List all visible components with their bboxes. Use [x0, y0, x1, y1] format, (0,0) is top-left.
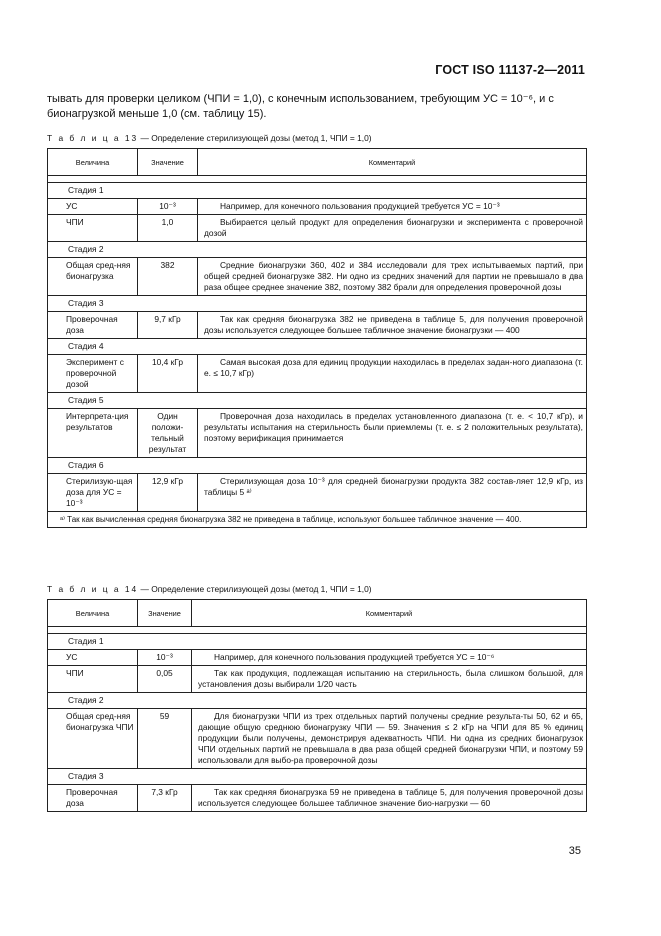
table14-caption-prefix: Т а б л и ц а 14	[47, 584, 139, 594]
table13-caption-prefix: Т а б л и ц а 13	[47, 133, 139, 143]
stage-label: Стадия 2	[48, 242, 587, 258]
comment-cell: Так как средняя бионагрузка 59 не приведена в таблице 5, для получения проверочной дозы используется следующее большее табличное значение био-нагрузки — 60	[192, 785, 587, 812]
stage-label: Стадия 6	[48, 458, 587, 474]
value-cell: 10⁻³	[138, 199, 198, 215]
table-row	[48, 258, 587, 296]
value-cell: 0,05	[138, 666, 192, 693]
comment-cell: Средние бионагрузки 360, 402 и 384 исследовали для трех испытываемых партий, при общей средней бионагрузке 382. Ни одно из средних значений для партии не превышало в два раза общее среднее значение 382, поэтому 382 брали для определения проверочной дозы	[198, 258, 587, 296]
stage-row	[48, 242, 587, 258]
stage-label: Стадия 5	[48, 393, 587, 409]
table14-caption-text: — Определение стерилизующей дозы (метод 1, ЧПИ = 1,0)	[138, 584, 372, 594]
comment-cell: Стерилизующая доза 10⁻³ для средней бионагрузки продукта 382 состав-ляет 12,9 кГр, из таблицы 5 ᵃ⁾	[198, 474, 587, 512]
stage-label: Стадия 3	[48, 296, 587, 312]
table-row	[48, 785, 587, 812]
table-row	[48, 709, 587, 769]
stage-row	[48, 393, 587, 409]
table-row	[48, 355, 587, 393]
stage-row	[48, 339, 587, 355]
table-row	[48, 666, 587, 693]
value-cell: Один положи-тельный результат	[138, 409, 198, 458]
comment-cell: Например, для конечного пользования продукцией требуется УС = 10⁻⁶	[192, 650, 587, 666]
comment-cell: Самая высокая доза для единиц продукции находилась в пределах задан-ного диапазона (т. е. ≤ 10,7 кГр)	[198, 355, 587, 393]
stage-row	[48, 183, 587, 199]
stage-label: Стадия 2	[48, 693, 587, 709]
table-row	[48, 474, 587, 512]
stage-label: Стадия 4	[48, 339, 587, 355]
comment-cell: Выбирается целый продукт для определения бионагрузки и эксперимента с проверочной дозой	[198, 215, 587, 242]
quantity-cell: Общая сред-няя бионагрузка ЧПИ	[48, 709, 138, 769]
table14-caption	[47, 584, 372, 594]
quantity-cell: Общая сред-няя бионагрузка	[48, 258, 138, 296]
table14-header-quantity: Величина	[48, 600, 138, 627]
table13-header-gap	[48, 176, 587, 183]
value-cell: 59	[138, 709, 192, 769]
stage-row	[48, 296, 587, 312]
quantity-cell: Проверочная доза	[48, 312, 138, 339]
stage-row	[48, 693, 587, 709]
stage-label: Стадия 1	[48, 634, 587, 650]
comment-cell: Проверочная доза находилась в пределах установленного диапазона (т. е. < 10,7 кГр), и результаты испытания на стерильность были приемлемы (т. е. ≤ 2 положительных результата), поэтому верификация принимается	[198, 409, 587, 458]
value-cell: 9,7 кГр	[138, 312, 198, 339]
table14-header-gap	[48, 627, 587, 634]
page-number: 35	[568, 845, 581, 857]
comment-cell: Так как продукция, подлежащая испытанию на стерильность, была слишком большой, для установления дозы выбирали 1/20 часть	[192, 666, 587, 693]
quantity-cell: ЧПИ	[48, 666, 138, 693]
table13-header-value: Значение	[138, 149, 198, 176]
quantity-cell: ЧПИ	[48, 215, 138, 242]
comment-cell: Так как средняя бионагрузка 382 не приведена в таблице 5, для получения проверочной дозы используется следующее большее табличное значение бионагрузки — 400	[198, 312, 587, 339]
comment-cell: Например, для конечного пользования продукцией требуется УС = 10⁻³	[198, 199, 587, 215]
quantity-cell: УС	[48, 650, 138, 666]
table14	[47, 599, 587, 812]
stage-row	[48, 458, 587, 474]
stage-label: Стадия 3	[48, 769, 587, 785]
quantity-cell: УС	[48, 199, 138, 215]
value-cell: 10,4 кГр	[138, 355, 198, 393]
table13	[47, 148, 587, 528]
value-cell: 12,9 кГр	[138, 474, 198, 512]
table-row	[48, 199, 587, 215]
value-cell: 10⁻³	[138, 650, 192, 666]
table-row	[48, 215, 587, 242]
table14-header-comment: Комментарий	[192, 600, 587, 627]
table13-caption-text: — Определение стерилизующей дозы (метод 1, ЧПИ = 1,0)	[138, 133, 372, 143]
comment-cell: Для бионагрузки ЧПИ из трех отдельных партий получены средние результа-ты 50, 62 и 65, дающие общую среднюю бионагрузку ЧПИ — 59. Значения ≤ 2 кГр на ЧПИ для 85 % единиц продукции были получены, демонстрируя адекватность ЧПИ. Ни одна из средних бионагрузок ЧПИ отдельных партий не превышала в два раза общей средней бионагрузки ЧПИ, и поэтому 59 использовали для выбо-ра проверочной дозы	[192, 709, 587, 769]
stage-row	[48, 634, 587, 650]
table14-header-value: Значение	[138, 600, 192, 627]
table13-header-comment: Комментарий	[198, 149, 587, 176]
quantity-cell: Проверочная доза	[48, 785, 138, 812]
table13-header-quantity: Величина	[48, 149, 138, 176]
value-cell: 1,0	[138, 215, 198, 242]
table-row	[48, 650, 587, 666]
table13-caption	[47, 133, 372, 143]
quantity-cell: Стерилизую-щая доза для УС = 10⁻³	[48, 474, 138, 512]
table13-footnote: ᵃ⁾ Так как вычисленная средняя бионагрузка 382 не приведена в таблице, используют большее табличное значение — 400.	[48, 512, 587, 528]
table-row	[48, 409, 587, 458]
quantity-cell: Эксперимент с проверочной дозой	[48, 355, 138, 393]
table-row	[48, 312, 587, 339]
table14-body	[48, 634, 587, 812]
value-cell: 7,3 кГр	[138, 785, 192, 812]
document-header: ГОСТ ISO 11137-2—2011	[435, 63, 585, 77]
quantity-cell: Интерпрета-ция результатов	[48, 409, 138, 458]
stage-row	[48, 769, 587, 785]
value-cell: 382	[138, 258, 198, 296]
intro-paragraph: тывать для проверки целиком (ЧПИ = 1,0), с конечным использованием, требующим УС = 10⁻⁶, и с бионагрузкой меньше 1,0 (см. таблицу 15).	[47, 93, 554, 120]
table13-body	[48, 183, 587, 512]
stage-label: Стадия 1	[48, 183, 587, 199]
